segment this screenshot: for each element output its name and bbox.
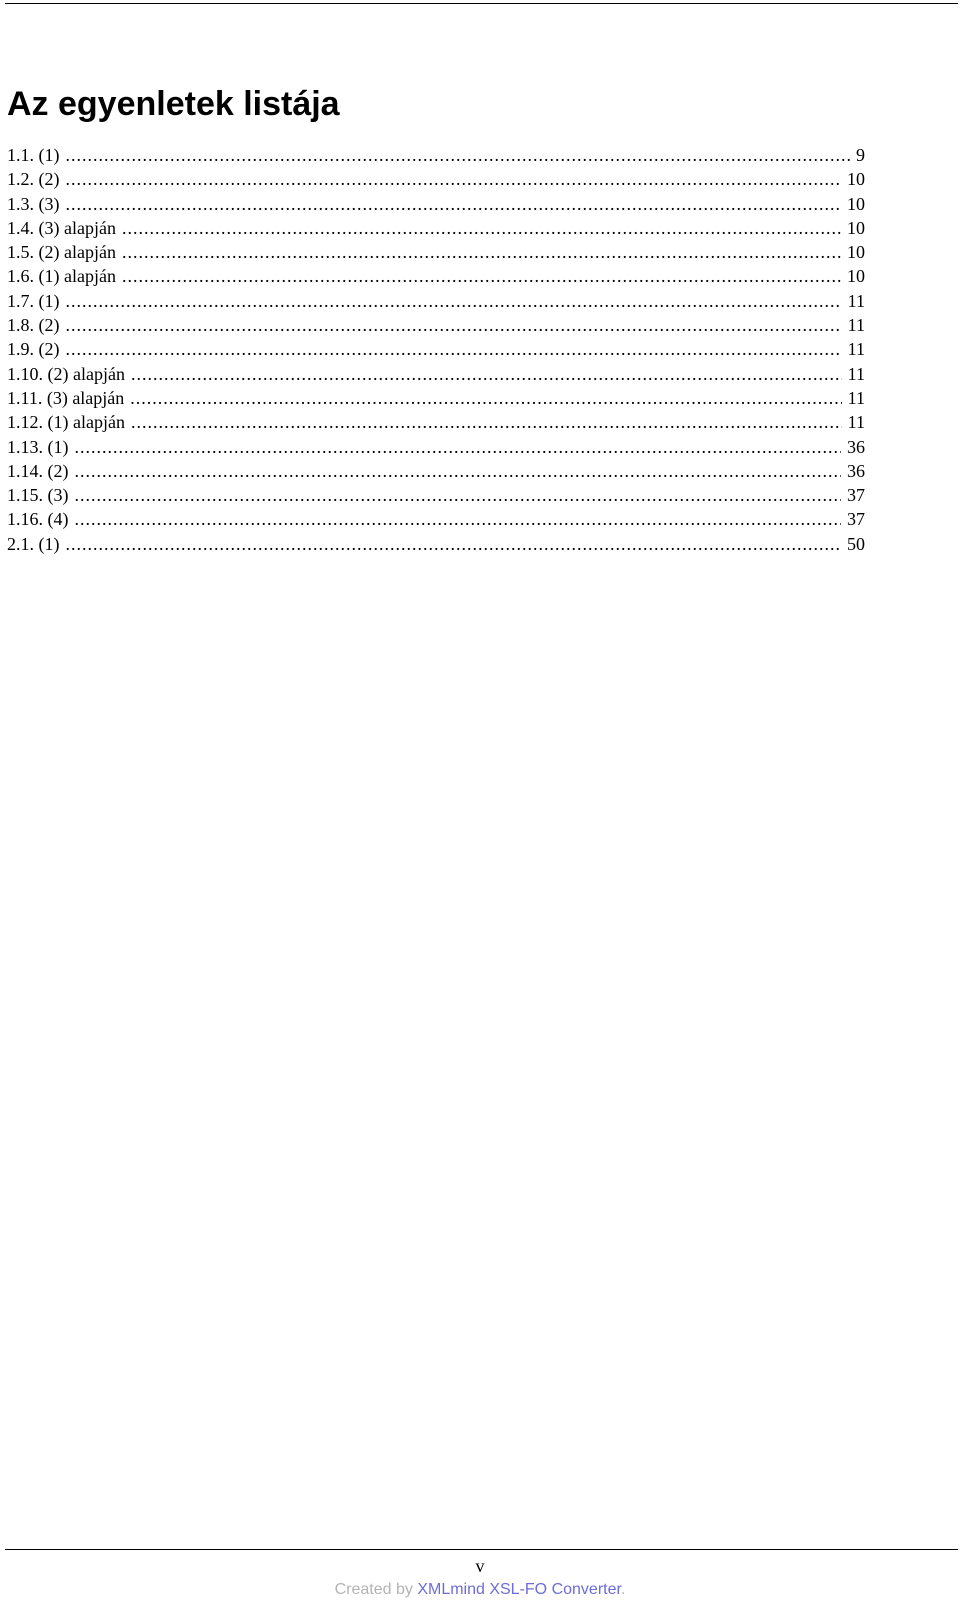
dot-leader [66, 315, 842, 335]
list-item[interactable] [7, 218, 865, 242]
entry-page-number: 36 [847, 436, 865, 457]
list-item[interactable] [7, 534, 865, 558]
entry-page-number: 10 [847, 169, 865, 190]
entry-page-number: 36 [847, 460, 865, 481]
header-rule [5, 3, 958, 4]
entry-label: 1.11. (3) alapján [7, 387, 125, 408]
entry-label: 1.2. (2) [7, 169, 60, 190]
entry-label: 1.7. (1) [7, 290, 60, 311]
entry-label: 1.16. (4) [7, 509, 69, 530]
dot-leader [131, 412, 842, 432]
list-item[interactable] [7, 412, 865, 436]
equation-list [7, 145, 865, 558]
entry-label: 1.3. (3) [7, 193, 60, 214]
list-item[interactable] [7, 145, 865, 169]
list-item[interactable] [7, 509, 865, 533]
entry-page-number: 11 [847, 412, 865, 433]
dot-leader [66, 291, 842, 311]
list-item[interactable] [7, 437, 865, 461]
dot-leader [75, 461, 842, 481]
dot-leader [75, 485, 842, 505]
entry-page-number: 11 [847, 290, 865, 311]
list-item[interactable] [7, 388, 865, 412]
entry-label: 1.5. (2) alapján [7, 242, 116, 263]
entry-page-number: 11 [847, 363, 865, 384]
entry-page-number: 11 [847, 315, 865, 336]
entry-label: 1.1. (1) [7, 145, 60, 165]
dot-leader [66, 339, 842, 359]
entry-page-number: 10 [847, 193, 865, 214]
entry-label: 1.14. (2) [7, 460, 69, 481]
page-number: v [475, 1556, 485, 1576]
dot-leader [66, 534, 842, 554]
footer-credit [0, 1580, 960, 1600]
list-item[interactable] [7, 364, 865, 388]
converter-link[interactable]: XMLmind XSL-FO Converter [417, 1581, 621, 1598]
dot-leader [75, 437, 842, 457]
list-item[interactable] [7, 291, 865, 315]
list-item[interactable] [7, 169, 865, 193]
list-item[interactable] [7, 242, 865, 266]
entry-page-number: 50 [847, 533, 865, 554]
dot-leader [130, 388, 841, 408]
footer-rule [5, 1549, 958, 1550]
dot-leader [131, 364, 842, 384]
dot-leader [75, 509, 842, 529]
entry-label: 1.15. (3) [7, 485, 69, 506]
credit-suffix: . [620, 1581, 626, 1598]
entry-label: 1.10. (2) alapján [7, 363, 125, 384]
entry-page-number: 11 [847, 387, 865, 408]
credit-prefix: Created by [334, 1581, 418, 1598]
entry-label: 1.4. (3) alapján [7, 217, 116, 238]
dot-leader [66, 145, 851, 165]
list-item[interactable] [7, 461, 865, 485]
entry-page-number: 10 [847, 266, 865, 287]
dot-leader [66, 169, 842, 189]
dot-leader [66, 194, 842, 214]
entry-label: 1.8. (2) [7, 315, 60, 336]
entry-page-number: 9 [856, 145, 865, 165]
entry-label: 1.9. (2) [7, 339, 60, 360]
dot-leader [122, 218, 841, 238]
list-item[interactable] [7, 194, 865, 218]
entry-page-number: 10 [847, 217, 865, 238]
entry-page-number: 37 [847, 485, 865, 506]
list-item[interactable] [7, 485, 865, 509]
dot-leader [122, 266, 841, 286]
list-item[interactable] [7, 266, 865, 290]
entry-page-number: 37 [847, 509, 865, 530]
list-item[interactable] [7, 339, 865, 363]
page-title: Az egyenletek listája [7, 85, 340, 123]
dot-leader [122, 242, 841, 262]
entry-label: 1.13. (1) [7, 436, 69, 457]
entry-label: 1.6. (1) alapján [7, 266, 116, 287]
entry-page-number: 10 [847, 242, 865, 263]
entry-label: 2.1. (1) [7, 533, 60, 554]
list-item[interactable] [7, 315, 865, 339]
entry-label: 1.12. (1) alapján [7, 412, 125, 433]
entry-page-number: 11 [847, 339, 865, 360]
